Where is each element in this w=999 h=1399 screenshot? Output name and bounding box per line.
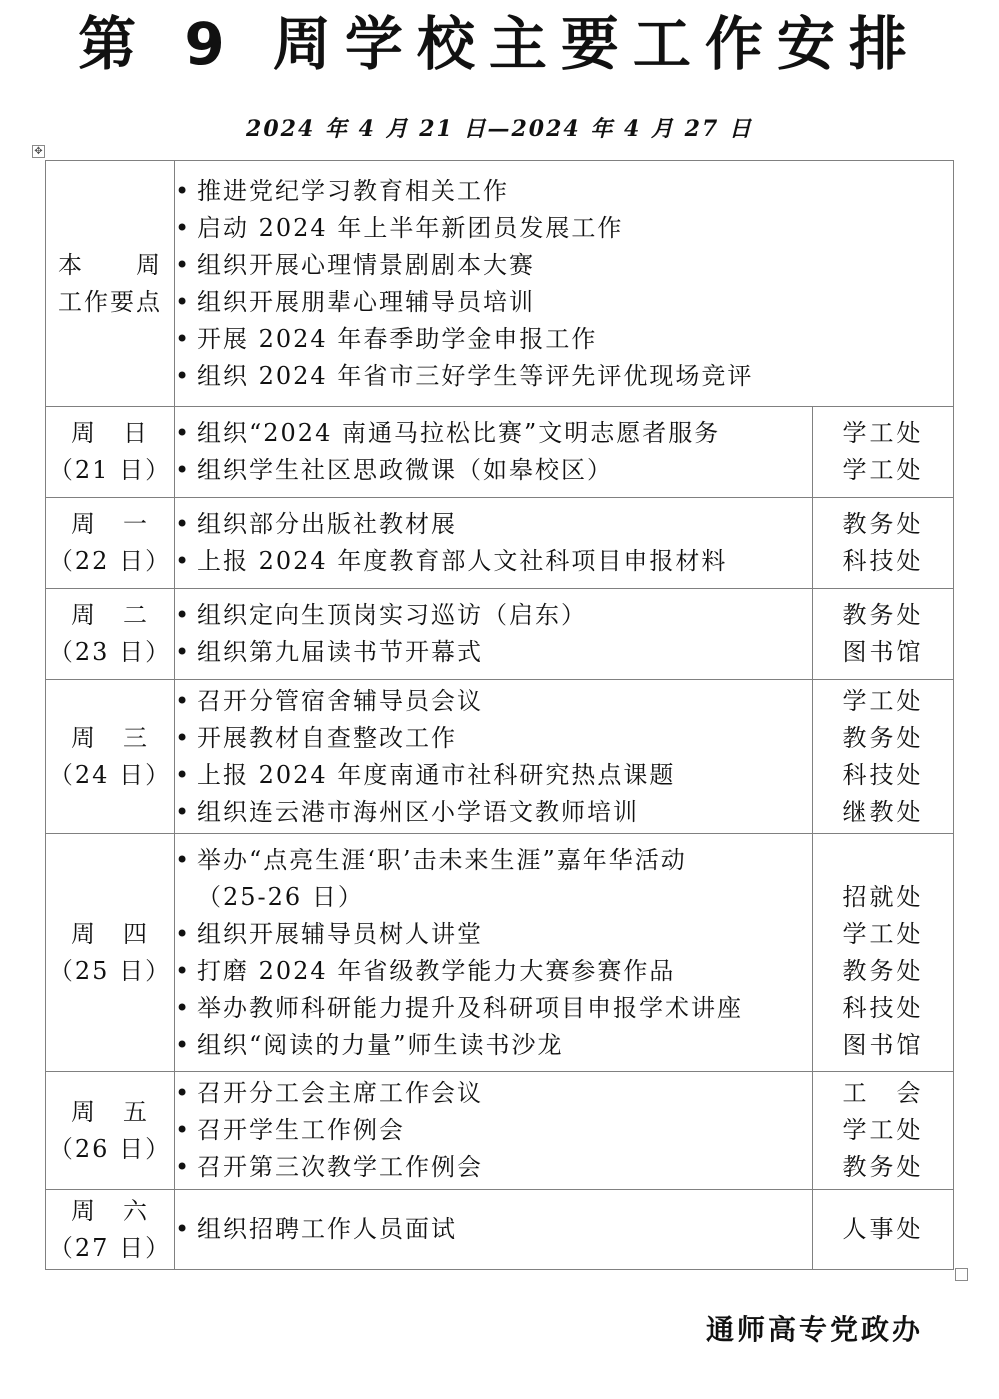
bullet-dot-icon: • (175, 510, 192, 538)
day-cell (46, 407, 175, 498)
day-label: 周 四 (71, 919, 149, 948)
day-cell (46, 498, 175, 589)
dept-label: 学工处 (842, 686, 924, 715)
dept-cell (813, 680, 954, 834)
list-item: • 组织学生社区思政微课（如皋校区） (175, 452, 812, 489)
bullet-dot-icon: • (175, 845, 192, 874)
list-item: • 组织部分出版社教材展 (175, 506, 812, 543)
day-label: 周 一 (71, 510, 149, 538)
list-item: • 启动 2024 年上半年新团员发展工作 (175, 210, 953, 247)
list-item: • 举办教师科研能力提升及科研项目申报学术讲座 (175, 990, 812, 1027)
list-item: • 开展 2024 年春季助学金申报工作 (175, 321, 953, 358)
list-item: • 组织定向生顶岗实习巡访（启东） (175, 597, 812, 634)
table-row (46, 834, 954, 1072)
day-date: （27 日） (48, 1233, 172, 1262)
list-item: • 开展教材自查整改工作 (175, 720, 812, 757)
bullet-dot-icon: • (175, 176, 192, 205)
table-row (46, 680, 954, 834)
day-cell (46, 834, 175, 1072)
dept-label: 学工处 (842, 919, 924, 948)
day-date: （26 日） (48, 1134, 172, 1163)
dept-cell (813, 834, 954, 1072)
bullet-dot-icon: • (175, 1079, 192, 1107)
list-item: • 组织招聘工作人员面试 (175, 1211, 812, 1248)
bullet-dot-icon: • (175, 419, 192, 447)
dept-label: 招就处 (842, 882, 924, 911)
dept-label: 学工处 (842, 419, 924, 447)
table-resize-handle[interactable] (955, 1268, 968, 1281)
dept-label: 教务处 (842, 723, 924, 752)
dept-label: 科技处 (842, 993, 924, 1022)
dept-label: 学工处 (842, 1116, 924, 1144)
bullet-dot-icon: • (175, 601, 192, 629)
summary-label-line1: 本 周 (58, 250, 162, 279)
dept-cell (813, 589, 954, 680)
day-label: 周 五 (71, 1097, 149, 1126)
dept-label: 教务处 (842, 510, 924, 538)
bullet-dot-icon: • (175, 1215, 192, 1243)
table-row (46, 407, 954, 498)
bullet-dot-icon: • (175, 1030, 192, 1059)
four-way-arrow-icon[interactable]: ✥ (32, 145, 45, 158)
bullet-dot-icon: • (175, 456, 192, 484)
list-item: • 组织开展辅导员树人讲堂 (175, 916, 812, 953)
table-row (46, 1072, 954, 1190)
dept-label: 教务处 (842, 601, 924, 629)
bullet-dot-icon: • (175, 250, 192, 279)
list-item: • 组织“阅读的力量”师生读书沙龙 (175, 1027, 812, 1064)
dept-cell (813, 1072, 954, 1190)
list-item: • 召开学生工作例会 (175, 1112, 812, 1149)
dept-label: 工 会 (842, 1079, 924, 1107)
bullet-dot-icon: • (175, 547, 192, 575)
dept-label: 科技处 (842, 547, 924, 575)
table-row (46, 589, 954, 680)
list-item: • 召开第三次教学工作例会 (175, 1149, 812, 1186)
schedule-table (45, 160, 954, 1270)
list-item: • 上报 2024 年度教育部人文社科项目申报材料 (175, 543, 812, 580)
day-label: 周 二 (71, 601, 149, 629)
list-item: • 组织连云港市海州区小学语文教师培训 (175, 794, 812, 831)
list-item: • 推进党纪学习教育相关工作 (175, 173, 953, 210)
bullet-dot-icon: • (175, 993, 192, 1022)
bullet-dot-icon: • (175, 723, 192, 752)
bullet-dot-icon: • (175, 324, 192, 353)
date-range: 2024 年 4 月 21 日—2024 年 4 月 27 日 (246, 116, 753, 142)
bullet-dot-icon: • (175, 686, 192, 715)
day-date: （21 日） (48, 456, 172, 484)
day-date: （22 日） (48, 547, 172, 575)
list-item: • 组织开展朋辈心理辅导员培训 (175, 284, 953, 321)
dept-label: 学工处 (842, 456, 924, 484)
items-cell (175, 498, 813, 589)
items-cell (175, 680, 813, 834)
bullet-dot-icon: • (175, 1153, 192, 1181)
day-label: 周 六 (71, 1196, 149, 1225)
bullet-dot-icon: • (175, 919, 192, 948)
dept-cell (813, 498, 954, 589)
dept-cell (813, 407, 954, 498)
items-cell (175, 589, 813, 680)
list-item: • 召开分管宿舍辅导员会议 (175, 683, 812, 720)
items-cell (175, 834, 813, 1072)
bullet-dot-icon: • (175, 361, 192, 390)
dept-label: 图书馆 (842, 638, 924, 666)
dept-label: 教务处 (842, 956, 924, 985)
day-cell (46, 1190, 175, 1270)
list-item: • 组织开展心理情景剧剧本大赛 (175, 247, 953, 284)
list-item: • 打磨 2024 年省级教学能力大赛参赛作品 (175, 953, 812, 990)
dept-label: 图书馆 (842, 1030, 924, 1059)
bullet-dot-icon: • (175, 638, 192, 666)
summary-label-line2: 工作要点 (58, 287, 162, 316)
list-item-continuation: （25-26 日） (197, 882, 364, 911)
list-item: • 举办“点亮生涯‘职’击未来生涯”嘉年华活动 (175, 842, 812, 879)
items-cell (175, 1072, 813, 1190)
list-item: • 组织“2024 南通马拉松比赛”文明志愿者服务 (175, 415, 812, 452)
dept-label: 人事处 (842, 1215, 924, 1243)
bullet-dot-icon: • (175, 1116, 192, 1144)
day-cell (46, 589, 175, 680)
day-cell (46, 1072, 175, 1190)
items-cell (175, 407, 813, 498)
summary-items-cell (175, 161, 954, 407)
day-date: （25 日） (48, 956, 172, 985)
dept-label: 科技处 (842, 760, 924, 789)
dept-cell (813, 1190, 954, 1270)
list-item: • 组织 2024 年省市三好学生等评先评优现场竞评 (175, 358, 953, 395)
summary-row (46, 161, 954, 407)
bullet-dot-icon: • (175, 956, 192, 985)
bullet-dot-icon: • (175, 213, 192, 242)
summary-label-cell (46, 161, 175, 407)
page-title: 第 9 周学校主要工作安排 (78, 10, 921, 78)
day-cell (46, 680, 175, 834)
day-label: 周 日 (71, 419, 149, 447)
dept-label: 继教处 (842, 797, 924, 826)
list-item: • 上报 2024 年度南通市社科研究热点课题 (175, 757, 812, 794)
table-row (46, 498, 954, 589)
list-item: • 组织第九届读书节开幕式 (175, 634, 812, 671)
day-date: （23 日） (48, 638, 172, 666)
table-row (46, 1190, 954, 1270)
bullet-dot-icon: • (175, 287, 192, 316)
bullet-dot-icon: • (175, 797, 192, 826)
signature: 通师高专党政办 (705, 1313, 923, 1346)
dept-label: 教务处 (842, 1153, 924, 1181)
day-label: 周 三 (71, 723, 149, 752)
list-item: • 召开分工会主席工作会议 (175, 1075, 812, 1112)
day-date: （24 日） (48, 760, 172, 789)
bullet-dot-icon: • (175, 760, 192, 789)
items-cell (175, 1190, 813, 1270)
